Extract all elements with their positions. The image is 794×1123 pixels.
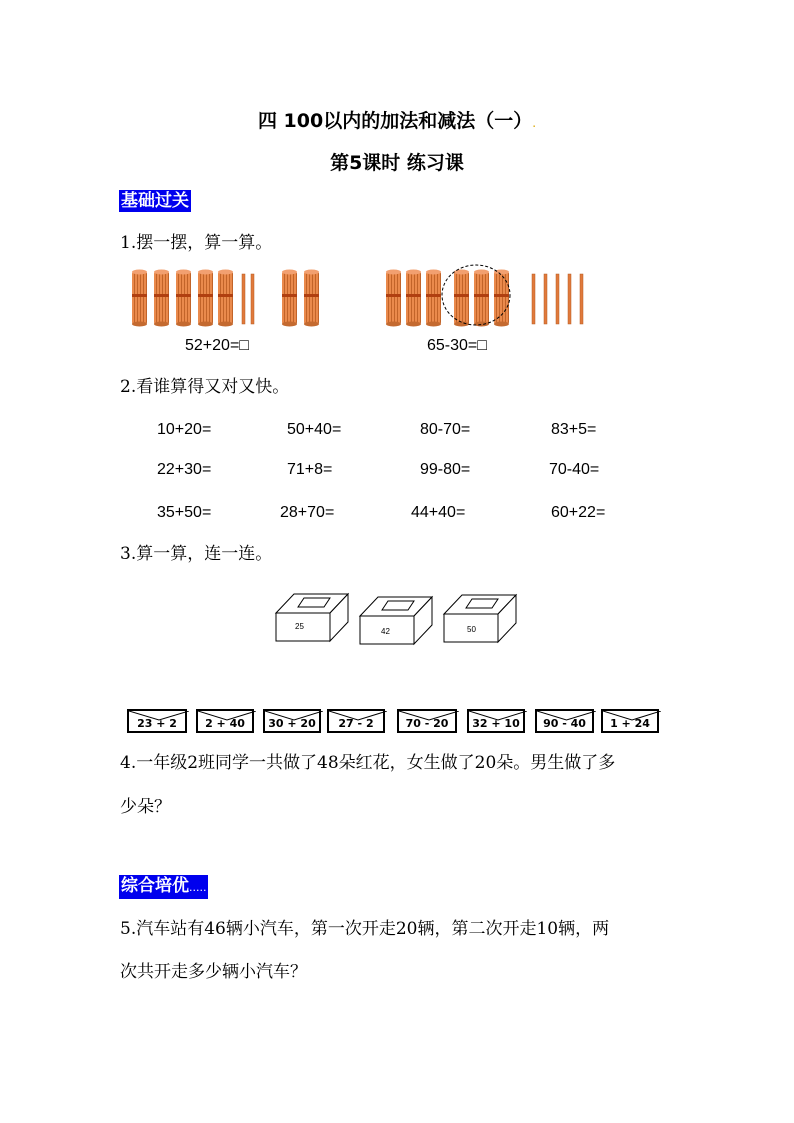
q1-right-expression: 65-30=□: [427, 337, 487, 354]
bundle-icon: [304, 270, 319, 327]
mailbox-number: 50: [467, 625, 476, 634]
single-stick-icon: [568, 274, 571, 324]
bundle-icon: [198, 270, 213, 327]
bundle-icon: [426, 270, 441, 327]
counting-sticks-figure: [120, 262, 600, 332]
envelope-card[interactable]: [467, 709, 525, 733]
bundle-icon: [132, 270, 147, 327]
calc-item: 70-40=: [549, 461, 600, 478]
envelope-card[interactable]: [601, 709, 659, 733]
calc-item: 83+5=: [551, 421, 597, 438]
envelope-label: 27 - 2: [338, 717, 374, 730]
question-3: 3.算一算，连一连。: [120, 544, 273, 564]
question-1: 1.摆一摆，算一算。: [120, 233, 273, 253]
calc-item: 80-70=: [420, 421, 471, 438]
question-4-line-1: 4.一年级2班同学一共做了48朵红花，女生做了20朵。男生做了多: [120, 753, 616, 773]
bundle-icon: [218, 270, 233, 327]
single-stick-icon: [251, 274, 254, 324]
calc-item: 60+22=: [551, 504, 606, 521]
question-5-line-2: 次共开走多少辆小汽车？: [120, 962, 307, 982]
single-stick-icon: [556, 274, 559, 324]
single-stick-icon: [532, 274, 535, 324]
calc-item: 71+8=: [287, 461, 333, 478]
page-title: [0, 106, 794, 133]
mailbox-number: 42: [381, 627, 390, 636]
envelope-card[interactable]: [397, 709, 457, 733]
calc-item: 99-80=: [420, 461, 471, 478]
envelope-card[interactable]: [263, 709, 321, 733]
q1-left-expression: 52+20=□: [185, 337, 249, 354]
single-stick-icon: [580, 274, 583, 324]
mailboxes-figure: [270, 586, 520, 646]
envelope-label: 1 + 24: [610, 717, 650, 730]
calc-item: 22+30=: [157, 461, 212, 478]
section-tag-basic: 基础过关: [121, 191, 189, 211]
bundle-icon: [386, 270, 401, 327]
envelope-card[interactable]: [196, 709, 254, 733]
question-5-line-1: 5.汽车站有46辆小汽车，第一次开走20辆，第二次开走10辆，两: [120, 919, 610, 939]
lesson-subtitle: 第5课时 练习课: [330, 152, 464, 174]
section-tag-text: 综合培优: [121, 876, 189, 896]
envelope-card[interactable]: [535, 709, 594, 733]
calc-item: 44+40=: [411, 504, 466, 521]
question-2: 2.看谁算得又对又快。: [120, 377, 290, 397]
section-tag-suffix: .....: [189, 881, 207, 894]
envelope-label: 90 - 40: [543, 717, 586, 730]
single-stick-icon: [544, 274, 547, 324]
section-tag-advanced: [119, 875, 208, 899]
calc-item: 35+50=: [157, 504, 212, 521]
envelope-label: 70 - 20: [405, 717, 449, 730]
envelope-card[interactable]: [327, 709, 385, 733]
bundle-icon: [282, 270, 297, 327]
calc-item: 50+40=: [287, 421, 342, 438]
title-text: 四 100以内的加法和减法（一）: [257, 110, 533, 132]
calc-item: 28+70=: [280, 504, 335, 521]
envelope-card[interactable]: [127, 709, 187, 733]
envelope-label: 23 + 2: [137, 717, 177, 730]
bundle-icon: [474, 270, 489, 327]
envelope-label: 32 + 10: [472, 717, 520, 730]
mailbox-icon: [276, 594, 348, 641]
bundle-icon: [494, 270, 509, 327]
single-stick-icon: [242, 274, 245, 324]
calc-item: 10+20=: [157, 421, 212, 438]
mailbox-icon: [360, 597, 432, 644]
mailbox-icon: [444, 595, 516, 642]
bundle-icon: [406, 270, 421, 327]
envelope-label: 2 + 40: [205, 717, 245, 730]
bundle-icon: [154, 270, 169, 327]
bundle-icon: [454, 270, 469, 327]
question-4-line-2: 少朵？: [120, 797, 171, 817]
bundle-icon: [176, 270, 191, 327]
title-mark: .: [532, 116, 537, 130]
envelope-label: 30 + 20: [268, 717, 316, 730]
mailbox-number: 25: [295, 622, 304, 631]
